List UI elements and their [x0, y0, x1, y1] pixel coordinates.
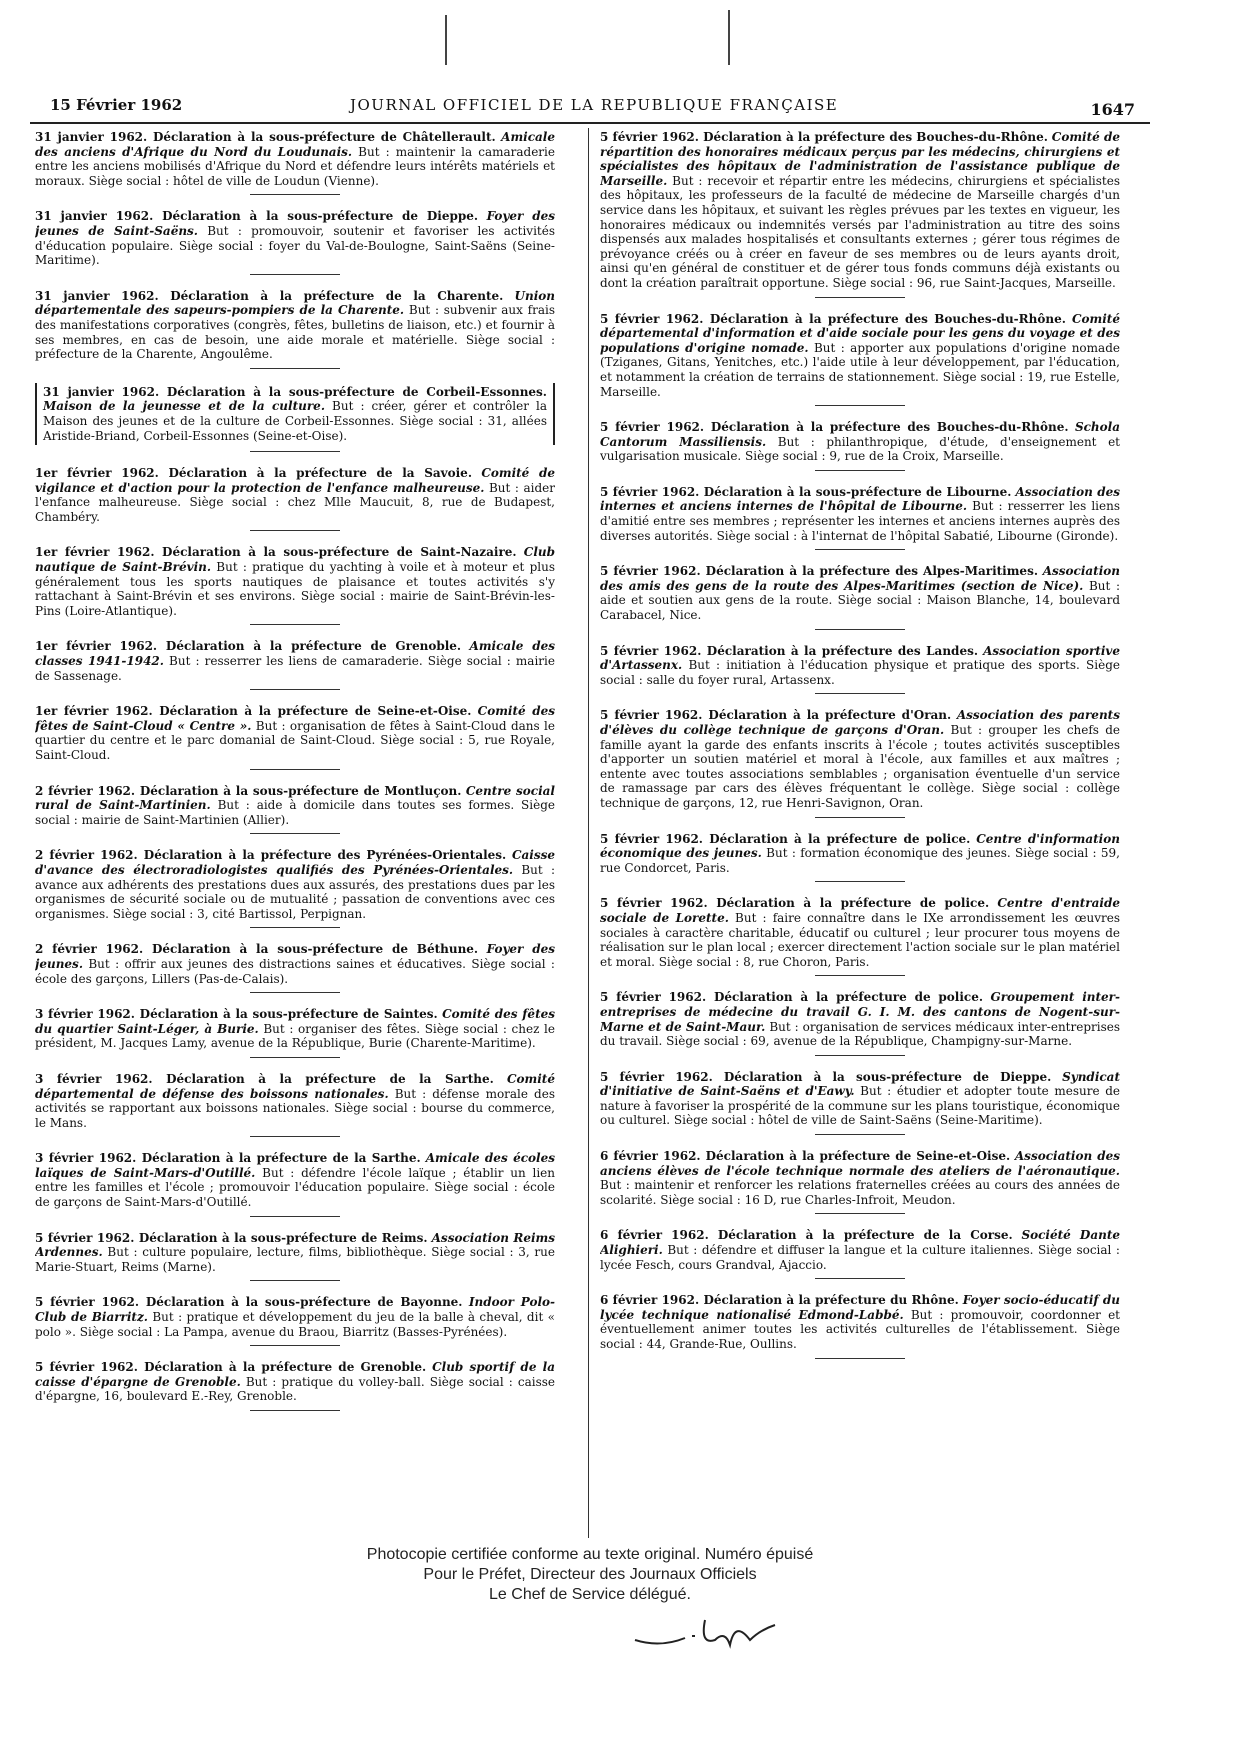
- entry-separator: [250, 1136, 340, 1137]
- notice-date-line: 5 février 1962. Déclaration à la préfecture des Bouches-du-Rhône.: [600, 420, 1069, 435]
- notice-date-line: 6 février 1962. Déclaration à la préfecture de Seine-et-Oise.: [600, 1149, 1011, 1164]
- notice-date-line: 5 février 1962. Déclaration à la préfecture des Landes.: [600, 643, 979, 658]
- page-number: 1647: [1090, 100, 1135, 119]
- notice-date-line: 6 février 1962. Déclaration à la préfecture du Rhône.: [600, 1293, 959, 1308]
- notice-body: But : culture populaire, lecture, films, bibliothèque. Siège social : 3, rue Marie-Stuart, Reims (Marne).: [35, 1245, 555, 1274]
- entry-separator: [815, 1358, 905, 1359]
- notice-entry: [35, 466, 555, 524]
- entry-separator: [250, 1410, 340, 1411]
- notice-entry: [35, 1151, 555, 1209]
- entry-separator: [815, 817, 905, 818]
- notice-body: But : organisation de services médicaux inter-entreprises du travail. Siège social : 69, avenue de la République, Champigny-sur-Marne.: [600, 1019, 1120, 1049]
- entry-separator: [815, 549, 905, 550]
- footer-line-2: Pour le Préfet, Directeur des Journaux Officiels: [423, 1566, 757, 1583]
- notice-date-line: 31 janvier 1962. Déclaration à la sous-préfecture de Corbeil-Essonnes.: [43, 384, 547, 399]
- association-name: Centre d'information économique des jeunes.: [600, 831, 1120, 861]
- notice-body: But : faire connaître dans le IXe arrondissement les œuvres sociales à caractère charitable, éducatif ou culturel ; leur procurer tous moyens de réalisation sur le plan local ; exercer directement l'action sociale sur le plan matériel et moral. Siège social : 8, rue Choron, Paris.: [600, 910, 1120, 969]
- notice-entry: [35, 1360, 555, 1404]
- notice-body: But : organiser des fêtes. Siège social : chez le président, M. Jacques Lamy, avenue de la République, Burie (Charente-Maritime).: [35, 1021, 555, 1051]
- association-name: Comité départemental de défense des boissons nationales.: [35, 1071, 555, 1101]
- notice-entry: [35, 704, 555, 762]
- notice-date-line: 5 février 1962. Déclaration à la sous-préfecture de Libourne.: [600, 484, 1012, 499]
- column-divider: [588, 128, 589, 1538]
- notice-body: But : organisation de fêtes à Saint-Cloud dans le quartier du centre et le parc domanial de Saint-Cloud. Siège social : 5, rue Royale, Saint-Cloud.: [35, 718, 555, 762]
- notice-entry: [600, 312, 1120, 400]
- notice-body: But : formation économique des jeunes. Siège social : 59, rue Condorcet, Paris.: [600, 846, 1120, 875]
- entry-separator: [250, 274, 340, 275]
- notice-body: But : pratique du yachting à voile et à moteur et plus généralement tous les sports nautiques de plaisance et toutes activités s'y rattachant à Saint-Brévin et ses environs. Siège social : mairie de Saint-Brévin-les-Pins (Loire-Atlantique).: [35, 560, 555, 618]
- association-name: Association sportive d'Artassenx.: [600, 643, 1120, 673]
- entry-separator: [815, 297, 905, 298]
- entry-separator: [250, 1345, 340, 1346]
- scan-mark: [445, 15, 447, 65]
- footer-line-1: Photocopie certifiée conforme au texte original. Numéro épuisé: [366, 1546, 814, 1563]
- notice-date-line: 5 février 1962. Déclaration à la préfecture des Bouches-du-Rhône.: [600, 311, 1066, 326]
- notice-body: But : recevoir et répartir entre les médecins, chirurgiens et spécialistes des hôpitaux, les professeurs de la faculté de médecine de Marseille chargés d'un service dans les hôpitaux, et suivant les règles prévues par les textes en vigueur, les honoraires médicaux ou indemnités versés par l'administration au titre des soins dispensés aux malades hospitalisés et consultants externes ; gérer tous régimes de prévoyance créés ou à créer en faveur de ses membres ou de leurs ayants droit, ainsi qu'en général de constituer et de gérer tous fonds communs déjà existants ou dont la création paraîtrait opportune. Siège social : 96, rue Saint-Jacques, Marseille.: [600, 173, 1120, 290]
- notice-entry: [600, 1228, 1120, 1272]
- notice-entry: [35, 1231, 555, 1275]
- notice-body: But : maintenir la camaraderie entre les anciens mobilisés d'Afrique du Nord et défendre leurs intérêts matériels et moraux. Siège social : hôtel de ville de Loudun (Vienne).: [35, 144, 555, 188]
- notice-date-line: 1er février 1962. Déclaration à la préfecture de Seine-et-Oise.: [35, 704, 472, 719]
- notice-entry: [35, 383, 555, 445]
- notice-date-line: 5 février 1962. Déclaration à la sous-préfecture de Bayonne.: [35, 1295, 463, 1310]
- association-name: Schola Cantorum Massiliensis.: [600, 420, 1120, 449]
- entry-separator: [815, 693, 905, 694]
- entry-separator: [250, 927, 340, 928]
- association-name: Groupement inter-entreprises de médecine du travail G. I. M. des cantons de Nogent-sur-Marne et de Saint-Maur.: [600, 990, 1120, 1034]
- entry-separator: [815, 405, 905, 406]
- notice-date-line: 2 février 1962. Déclaration à la préfecture des Pyrénées-Orientales.: [35, 848, 507, 863]
- notice-date-line: 31 janvier 1962. Déclaration à la sous-préfecture de Dieppe.: [35, 209, 479, 224]
- notice-entry: [600, 564, 1120, 622]
- notice-date-line: 3 février 1962. Déclaration à la préfecture de la Sarthe.: [35, 1071, 494, 1086]
- entry-separator: [250, 689, 340, 690]
- association-name: Association des amis des gens de la route des Alpes-Maritimes (section de Nice).: [600, 564, 1120, 593]
- notice-entry: [35, 130, 555, 188]
- association-name: Association des internes et anciens internes de l'hôpital de Libourne.: [600, 484, 1120, 514]
- notice-entry: [600, 990, 1120, 1048]
- association-name: Comité de répartition des honoraires médicaux perçus par les médecins, chirurgiens et spécialistes des hôpitaux de l'administration de l'assistance publique de Marseille.: [600, 130, 1120, 188]
- signature-mark: [630, 1600, 780, 1660]
- notice-body: But : créer, gérer et contrôler la Maison des jeunes et de la culture de Corbeil-Essonnes. Siège social : 31, allées Aristide-Briand, Corbeil-Essonnes (Seine-et-Oise).: [43, 399, 547, 443]
- notice-date-line: 1er février 1962. Déclaration à la préfecture de Grenoble.: [35, 639, 462, 654]
- notice-body: But : aider l'enfance malheureuse. Siège social : chez Mlle Maucuit, 8, rue de Budapest, Chambéry.: [35, 480, 555, 524]
- notice-date-line: 5 février 1962. Déclaration à la sous-préfecture de Dieppe.: [600, 1069, 1052, 1084]
- association-name: Société Dante Alighieri.: [600, 1228, 1120, 1258]
- notice-entry: [35, 848, 555, 921]
- right-column: [600, 130, 1120, 1540]
- notice-entry: [35, 209, 555, 267]
- notice-date-line: 5 février 1962. Déclaration à la sous-préfecture de Reims.: [35, 1230, 428, 1245]
- notice-date-line: 31 janvier 1962. Déclaration à la préfecture de la Charente.: [35, 288, 504, 303]
- notice-body: But : avance aux adhérents des prestations dues aux assurés, des prestations dues par les organismes de sécurité sociale ou de mutualité ; passation de conventions avec ces organismes. Siège social : 3, cité Bartissol, Perpignan.: [35, 862, 555, 921]
- entry-separator: [250, 1057, 340, 1058]
- notice-entry: [35, 545, 555, 618]
- notice-body: But : pratique du volley-ball. Siège social : caisse d'épargne, 16, boulevard E.-Rey, Grenoble.: [35, 1374, 555, 1404]
- entry-separator: [250, 194, 340, 195]
- certification-footer: [30, 1545, 1150, 1605]
- association-name: Amicale des classes 1941-1942.: [35, 639, 555, 669]
- notice-body: But : offrir aux jeunes des distractions saines et éducatives. Siège social : école des garçons, Lillers (Pas-de-Calais).: [35, 956, 555, 986]
- entry-separator: [815, 1055, 905, 1056]
- notice-body: But : subvenir aux frais des manifestations corporatives (congrès, fêtes, bulletins de liaison, etc.) et fournir à ses membres, en cas de besoin, une aide morale et matérielle. Siège social : préfecture de la Charente, Angoulême.: [35, 303, 555, 362]
- notice-entry: [600, 1293, 1120, 1351]
- notice-body: But : défense morale des activités se rapportant aux boissons nationales. Siège social : bourse du commerce, le Mans.: [35, 1086, 555, 1130]
- association-name: Syndicat d'initiative de Saint-Saëns et d'Eawy.: [600, 1069, 1120, 1099]
- notice-entry: [35, 942, 555, 986]
- notice-entry: [600, 485, 1120, 543]
- notice-entry: [35, 1007, 555, 1051]
- notice-body: But : maintenir et renforcer les relations fraternelles créées au cours des années de scolarité. Siège social : 16 D, rue Charles-Infroit, Meudon.: [600, 1178, 1120, 1207]
- header-title: JOURNAL OFFICIEL DE LA REPUBLIQUE FRANÇAISE: [350, 96, 839, 114]
- notice-entry: [600, 1070, 1120, 1128]
- notice-entry: [600, 708, 1120, 810]
- notice-body: But : philanthropique, d'étude, d'enseignement et vulgarisation musicale. Siège social : 9, rue de la Croix, Marseille.: [600, 434, 1120, 464]
- entry-separator: [250, 992, 340, 993]
- notice-body: But : aide à domicile dans toutes ses formes. Siège social : mairie de Saint-Martinien (Allier).: [35, 798, 555, 827]
- notice-date-line: 31 janvier 1962. Déclaration à la sous-préfecture de Châtellerault.: [35, 130, 496, 144]
- notice-date-line: 3 février 1962. Déclaration à la préfecture de la Sarthe.: [35, 1151, 421, 1166]
- association-name: Maison de la jeunesse et de la culture.: [43, 399, 325, 414]
- association-name: Association Reims Ardennes.: [35, 1230, 555, 1260]
- entry-separator: [815, 881, 905, 882]
- association-name: Club sportif de la caisse d'épargne de Grenoble.: [35, 1360, 555, 1389]
- entry-separator: [250, 451, 340, 452]
- association-name: Amicale des écoles laïques de Saint-Mars-d'Outillé.: [35, 1151, 555, 1180]
- entry-separator: [250, 1216, 340, 1217]
- notice-date-line: 2 février 1962. Déclaration à la sous-préfecture de Béthune.: [35, 942, 479, 957]
- entry-separator: [250, 624, 340, 625]
- notice-entry: [35, 1072, 555, 1130]
- notice-entry: [600, 1149, 1120, 1207]
- association-name: Centre d'entraide sociale de Lorette.: [600, 896, 1120, 925]
- association-name: Amicale des anciens d'Afrique du Nord du Loudunais.: [35, 130, 555, 159]
- notice-body: But : grouper les chefs de famille ayant la garde des enfants inscrits à l'école ; toutes activités susceptibles d'apporter un soutien matériel et moral à l'école, aux familles et aux maîtres ; entente avec toutes associations semblables ; organisation éventuelle d'un service de ramassage par cars des élèves fréquentant le collège. Siège social : collège technique de garçons, 12, rue Henri-Savignon, Oran.: [600, 723, 1120, 810]
- notice-date-line: 5 février 1962. Déclaration à la préfecture des Bouches-du-Rhône.: [600, 130, 1048, 144]
- entry-separator: [815, 975, 905, 976]
- notice-entry: [600, 644, 1120, 688]
- association-name: Centre social rural de Saint-Martinien.: [35, 783, 555, 813]
- notice-date-line: 5 février 1962. Déclaration à la préfecture des Alpes-Maritimes.: [600, 564, 1038, 579]
- association-name: Association des anciens élèves de l'école technique normale des ateliers de l'aéronautique.: [600, 1149, 1120, 1178]
- header-date: 15 Février 1962: [50, 96, 183, 114]
- notice-date-line: 1er février 1962. Déclaration à la sous-préfecture de Saint-Nazaire.: [35, 545, 517, 560]
- entry-separator: [815, 1278, 905, 1279]
- association-name: Comité de vigilance et d'action pour la protection de l'enfance malheureuse.: [35, 466, 555, 495]
- notice-date-line: 1er février 1962. Déclaration à la préfecture de la Savoie.: [35, 466, 472, 481]
- notice-body: But : défendre et diffuser la langue et la culture italiennes. Siège social : lycée Fesch, cours Grandval, Ajaccio.: [600, 1243, 1120, 1272]
- journal-page: [30, 90, 1150, 1730]
- notice-body: But : promouvoir, soutenir et favoriser les activités d'éducation populaire. Siège social : foyer du Val-de-Boulogne, Saint-Saëns (Seine-Maritime).: [35, 223, 555, 268]
- association-name: Comité des fêtes du quartier Saint-Léger, à Burie.: [35, 1007, 555, 1036]
- notice-date-line: 3 février 1962. Déclaration à la sous-préfecture de Saintes.: [35, 1007, 438, 1022]
- association-name: Comité des fêtes de Saint-Cloud « Centre ».: [35, 704, 555, 733]
- footer-line-3: Le Chef de Service délégué.: [489, 1586, 691, 1603]
- association-name: Comité départemental d'information et d'aide sociale pour les gens du voyage et des populations d'origine nomade.: [600, 311, 1120, 355]
- notice-date-line: 6 février 1962. Déclaration à la préfecture de la Corse.: [600, 1228, 1013, 1243]
- notice-entry: [600, 420, 1120, 464]
- notice-body: But : apporter aux populations d'origine nomade (Tziganes, Gitans, Yenitches, etc.) l'aide utile à leur développement, par l'éducation, et notamment la création de terrains de stationnement. Siège social : 19, rue Estelle, Marseille.: [600, 340, 1120, 399]
- notice-entry: [35, 1295, 555, 1339]
- notice-date-line: 5 février 1962. Déclaration à la préfecture de police.: [600, 896, 990, 911]
- notice-date-line: 5 février 1962. Déclaration à la préfecture de police.: [600, 990, 984, 1005]
- notice-body: But : initiation à l'éducation physique et pratique des sports. Siège social : salle du foyer rural, Artassenx.: [600, 658, 1120, 687]
- page-header: [30, 90, 1150, 124]
- notice-date-line: 5 février 1962. Déclaration à la préfecture d'Oran.: [600, 708, 952, 723]
- notice-body: But : étudier et adopter toute mesure de nature à favoriser la prospérité de la commune sur les plans touristique, économique ou culturel. Siège social : hôtel de ville de Saint-Saëns (Seine-Maritime).: [600, 1084, 1120, 1128]
- notice-entry: [35, 639, 555, 683]
- notice-date-line: 5 février 1962. Déclaration à la préfecture de Grenoble.: [35, 1360, 427, 1375]
- association-name: Club nautique de Saint-Brévin.: [35, 545, 555, 575]
- notice-entry: [35, 784, 555, 828]
- entry-separator: [250, 833, 340, 834]
- notice-entry: [600, 896, 1120, 969]
- entry-separator: [815, 470, 905, 471]
- notice-body: But : aide et soutien aux gens de la route. Siège social : Maison Blanche, 14, boulevard Carabacel, Nice.: [600, 578, 1120, 623]
- notice-body: But : défendre l'école laïque ; établir un lien entre les familles et l'école ; promouvoir l'éducation populaire. Siège social : école de garçons de Saint-Mars-d'Outillé.: [35, 1165, 555, 1210]
- notice-date-line: 5 février 1962. Déclaration à la préfecture de police.: [600, 831, 971, 846]
- notice-body: But : resserrer les liens de camaraderie. Siège social : mairie de Sassenage.: [35, 654, 555, 683]
- notice-body: But : pratique et développement du jeu de la balle à cheval, dit « polo ». Siège social : La Pampa, avenue du Braou, Biarritz (Basses-Pyrénées).: [35, 1310, 555, 1339]
- notice-entry: [600, 130, 1120, 291]
- entry-separator: [250, 1280, 340, 1281]
- entry-separator: [250, 530, 340, 531]
- scan-mark: [728, 10, 730, 65]
- notice-date-line: 2 février 1962. Déclaration à la sous-préfecture de Montluçon.: [35, 783, 462, 798]
- association-name: Foyer des jeunes.: [35, 942, 555, 971]
- association-name: Indoor Polo-Club de Biarritz.: [35, 1295, 555, 1325]
- notice-body: But : resserrer les liens d'amitié entre ses membres ; représenter les internes et anciens internes auprès des diverses autorités. Siège social : à l'internat de l'hôpital Sabatié, Libourne (Gironde).: [600, 499, 1120, 543]
- entry-separator: [815, 1213, 905, 1214]
- association-name: Caisse d'avance des électroradiologistes qualifiés des Pyrénées-Orientales.: [35, 848, 555, 877]
- association-name: Foyer des jeunes de Saint-Saëns.: [35, 209, 555, 238]
- left-column: [35, 130, 555, 1540]
- association-name: Foyer socio-éducatif du lycée technique nationalisé Edmond-Labbé.: [600, 1293, 1120, 1322]
- entry-separator: [250, 368, 340, 369]
- notice-entry: [600, 832, 1120, 876]
- entry-separator: [815, 629, 905, 630]
- association-name: Union départementale des sapeurs-pompiers de la Charente.: [35, 288, 555, 318]
- entry-separator: [815, 1134, 905, 1135]
- entry-separator: [250, 769, 340, 770]
- notice-body: But : promouvoir, coordonner et éventuellement animer toutes les activités culturelles de l'établissement. Siège social : 44, Grande-Rue, Oullins.: [600, 1307, 1120, 1351]
- association-name: Association des parents d'élèves du collège technique de garçons d'Oran.: [600, 708, 1120, 737]
- notice-entry: [35, 289, 555, 362]
